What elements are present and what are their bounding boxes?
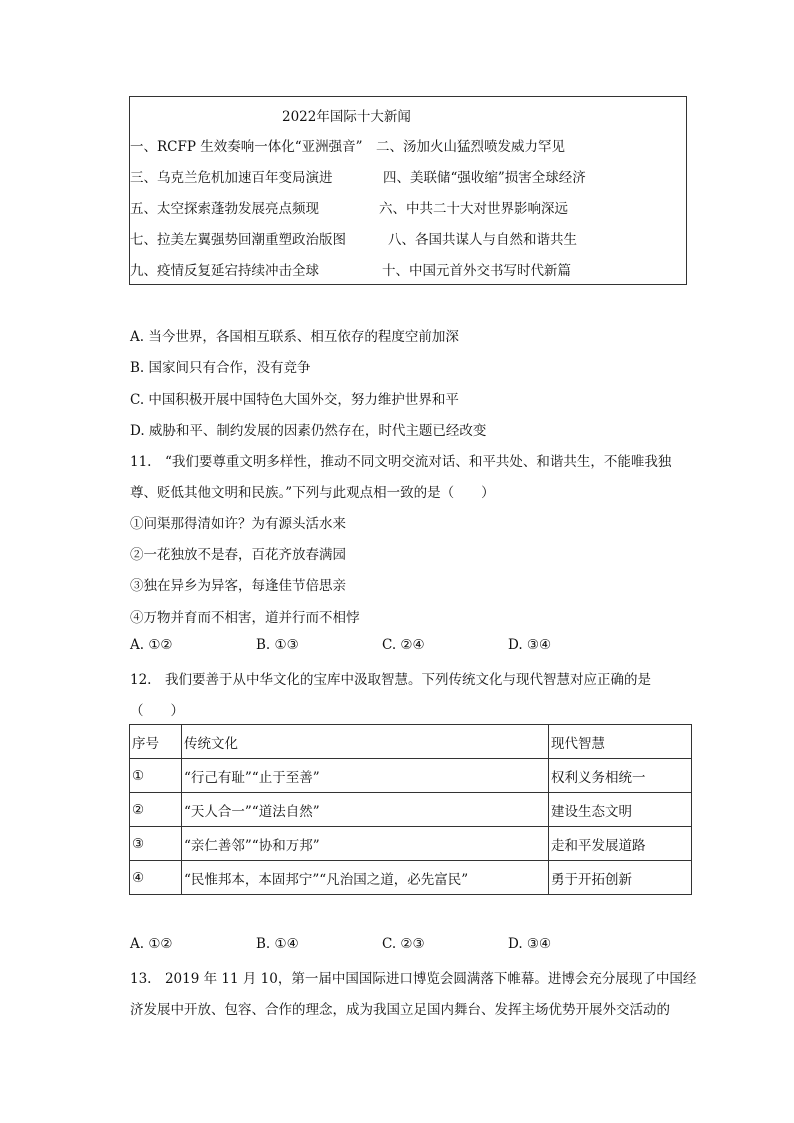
q13-stem-line2: 济发展中开放、包容、合作的理念，成为我国立足国内舞台、发挥主场优势开展外交活动的: [130, 1002, 670, 1018]
news-item: 八、各国共谋人与自然和谐共生: [388, 232, 577, 248]
table-row: [130, 861, 692, 895]
q11-option-a: A. ①②: [130, 637, 173, 653]
q11-item: ②一花独放不是春，百花齐放春满园: [130, 547, 346, 563]
table-header-cell: 传统文化: [182, 725, 549, 759]
q12-stem-line2: （ ）: [130, 703, 184, 719]
news-item: 三、乌克兰危机加速百年变局演进: [130, 170, 333, 186]
table-row: [130, 827, 692, 861]
news-item: 六、中共二十大对世界影响深远: [379, 201, 568, 217]
table-cell: 建设生态文明: [549, 793, 692, 827]
table-cell: “亲仁善邻”“协和万邦”: [182, 827, 549, 861]
q10-option-b: B. 国家间只有合作，没有竞争: [130, 360, 311, 376]
news-box: [129, 96, 687, 285]
table-cell: ④: [130, 861, 182, 895]
table-header-cell: 现代智慧: [549, 725, 692, 759]
news-item: 七、拉美左翼强势回潮重塑政治版图: [130, 232, 346, 248]
q12-option-a: A. ①②: [130, 936, 173, 952]
q11-stem-line2: 尊、贬低其他文明和民族。”下列与此观点相一致的是（ ）: [130, 485, 495, 501]
news-item: 五、太空探索蓬勃发展亮点频现: [130, 201, 319, 217]
q12-option-c: C. ②③: [382, 936, 425, 952]
q11-item: ④万物并育而不相害，道并行而不相悖: [130, 610, 360, 626]
q12-table: [129, 724, 692, 895]
table-cell: “行己有耻”“止于至善”: [182, 759, 549, 793]
q13-stem-line1: 13. 2019 年 11 月 10，第一届中国国际进口博览会圆满落下帷幕。进博会充分展现了中国经: [130, 971, 697, 987]
news-item: 十、中国元首外交书写时代新篇: [382, 263, 571, 279]
table-cell: 权利义务相统一: [549, 759, 692, 793]
news-item: 二、汤加火山猛烈喷发威力罕见: [376, 139, 565, 155]
table-cell: ①: [130, 759, 182, 793]
q11-item: ③独在异乡为异客，每逢佳节倍思亲: [130, 578, 346, 594]
table-cell: 勇于开拓创新: [549, 861, 692, 895]
q11-item: ①问渠那得清如许？为有源头活水来: [130, 516, 346, 532]
table-cell: ②: [130, 793, 182, 827]
news-item: 四、美联储“强收缩”损害全球经济: [383, 170, 586, 186]
table-header-row: [130, 725, 692, 759]
table-cell: ③: [130, 827, 182, 861]
table-row: [130, 793, 692, 827]
table-row: [130, 759, 692, 793]
q10-option-c: C. 中国积极开展中国特色大国外交，努力维护世界和平: [130, 392, 459, 408]
q12-stem-line1: 12. 我们要善于从中华文化的宝库中汲取智慧。下列传统文化与现代智慧对应正确的是: [130, 672, 651, 688]
q11-option-b: B. ①③: [256, 637, 299, 653]
q11-option-c: C. ②④: [382, 637, 425, 653]
table-header-cell: 序号: [130, 725, 182, 759]
q12-option-d: D. ③④: [508, 936, 552, 952]
news-item: 一、RCFP 生效奏响一体化“亚洲强音”: [130, 139, 363, 155]
table-cell: “天人合一”“道法自然”: [182, 793, 549, 827]
q11-option-d: D. ③④: [508, 637, 552, 653]
news-title: 2022年国际十大新闻: [282, 109, 411, 125]
q12-option-b: B. ①④: [256, 936, 299, 952]
q10-option-d: D. 威胁和平、制约发展的因素仍然存在，时代主题已经改变: [130, 423, 487, 439]
q11-stem-line1: 11. “我们要尊重文明多样性，推动不同文明交流对话、和平共处、和谐共生，不能唯我独: [130, 454, 672, 470]
table-cell: 走和平发展道路: [549, 827, 692, 861]
table-cell: “民惟邦本，本固邦宁”“凡治国之道，必先富民”: [182, 861, 549, 895]
q10-option-a: A. 当今世界，各国相互联系、相互依存的程度空前加深: [130, 329, 459, 345]
news-item: 九、疫情反复延宕持续冲击全球: [130, 263, 319, 279]
